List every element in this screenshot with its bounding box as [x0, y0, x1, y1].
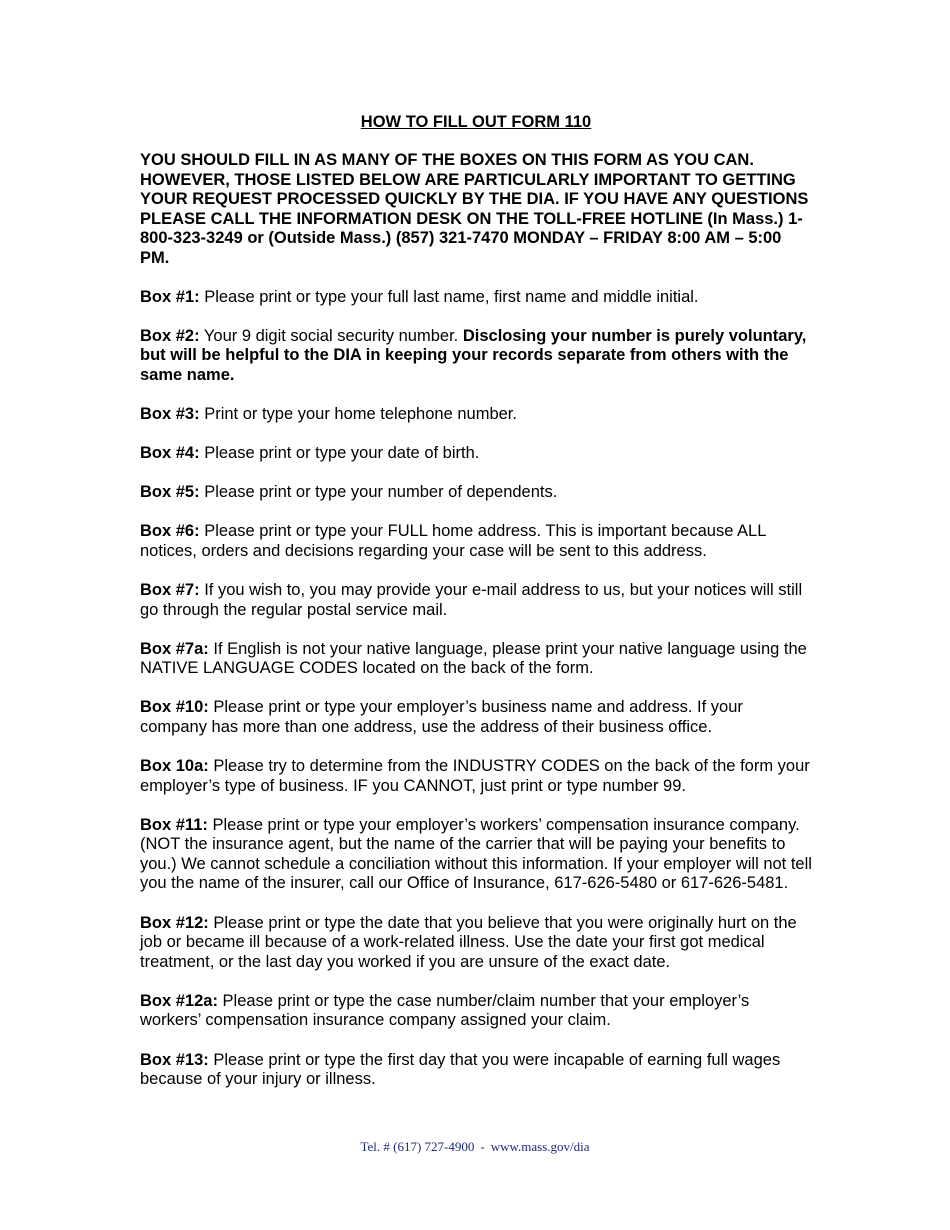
box-text: Please print or type your number of dependents.	[199, 483, 558, 502]
box-13-instruction	[140, 1051, 812, 1090]
box-label: Box #3:	[140, 404, 200, 423]
box-12-instruction	[140, 914, 812, 973]
box-3-instruction	[140, 405, 812, 425]
box-text: Please print or type your employer’s business name and address. If your company has more than one address, use the address of their business office.	[140, 698, 743, 736]
box-11-instruction	[140, 816, 812, 894]
box-label: Box #10:	[140, 698, 209, 717]
box-text: Please print or type your full last name, first name and middle initial.	[199, 287, 699, 306]
box-2-instruction	[140, 327, 812, 386]
box-label: Box #12:	[140, 913, 209, 932]
box-text: Please try to determine from the INDUSTRY CODES on the back of the form your employer’s type of business. IF you CANNOT, just print or type number 99.	[140, 756, 810, 795]
box-label: Box #12a:	[140, 991, 218, 1010]
box-label: Box #5:	[140, 483, 200, 502]
box-label: Box #2:	[140, 326, 200, 345]
footer-separator: -	[480, 1139, 485, 1154]
box-text: Print or type your home telephone number.	[199, 404, 517, 423]
box-label: Box 10a:	[140, 756, 209, 775]
box-6-instruction	[140, 522, 812, 561]
page-title: HOW TO FILL OUT FORM 110	[360, 113, 592, 131]
box-label: Box #1:	[140, 287, 200, 306]
box-text: Please print or type your FULL home address. This is important because ALL notices, orders and decisions regarding your case will be sent to this address.	[140, 522, 766, 560]
box-4-instruction	[140, 444, 812, 464]
box-text: Your 9 digit social security number.	[199, 326, 463, 345]
box-text: Please print or type your date of birth.	[199, 444, 480, 463]
box-12a-instruction	[140, 992, 812, 1031]
box-10-instruction	[140, 698, 812, 737]
box-text: Please print or type your employer’s workers’ compensation insurance company. (NOT the insurance agent, but the name of the carrier that will be paying your benefits to you.) We cannot schedule a conciliation without this information. If your employer will not tell you the name of the insurer, call our Office of Insurance, 617-626-5480 or 617-626-5481.	[140, 815, 812, 893]
box-label: Box #13:	[140, 1050, 209, 1069]
box-label: Box #7a:	[140, 639, 209, 658]
box-7-instruction	[140, 581, 812, 620]
box-label: Box #4:	[140, 444, 200, 463]
box-text: Please print or type the date that you believe that you were originally hurt on the job or became ill because of a work-related illness. Use the date your first got medical treatment, or the last day you worked if you are unsure of the exact date.	[140, 913, 797, 971]
box-1-instruction	[140, 288, 812, 308]
footer-website-link[interactable]: www.mass.gov/dia	[490, 1139, 590, 1154]
document-page	[140, 112, 812, 1109]
box-7a-instruction	[140, 640, 812, 679]
box-label: Box #11:	[140, 815, 208, 834]
box-emphasis-text: Disclosing your number is purely voluntary, but will be helpful to the DIA in keeping your records separate from others with the same name.	[140, 326, 807, 384]
footer-telephone: Tel. # (617) 727-4900	[360, 1139, 475, 1154]
box-10a-instruction	[140, 757, 812, 796]
box-text: Please print or type the first day that you were incapable of earning full wages because of your injury or illness.	[140, 1050, 781, 1089]
page-footer	[0, 1139, 950, 1155]
box-5-instruction	[140, 483, 812, 503]
box-label: Box #7:	[140, 580, 200, 599]
box-label: Box #6:	[140, 522, 200, 541]
box-text: If English is not your native language, please print your native language using the NATIVE LANGUAGE CODES located on the back of the form.	[140, 639, 807, 678]
intro-paragraph: YOU SHOULD FILL IN AS MANY OF THE BOXES ON THIS FORM AS YOU CAN. HOWEVER, THOSE LISTED BELOW ARE PARTICULARLY IMPORTANT TO GETTING YOUR REQUEST PROCESSED QUICKLY BY THE DIA. IF YOU HAVE ANY QUESTIONS PLEASE CALL THE INFORMATION DESK ON THE TOLL-FREE HOTLINE (In Mass.) 1-800-323-3249 or (Outside Mass.) (857) 321-7470 MONDAY – FRIDAY 8:00 AM – 5:00 PM.	[140, 151, 809, 267]
box-text: Please print or type the case number/claim number that your employer’s workers’ compensation insurance company assigned your claim.	[140, 991, 750, 1030]
box-text: If you wish to, you may provide your e-mail address to us, but your notices will still go through the regular postal service mail.	[140, 580, 803, 619]
